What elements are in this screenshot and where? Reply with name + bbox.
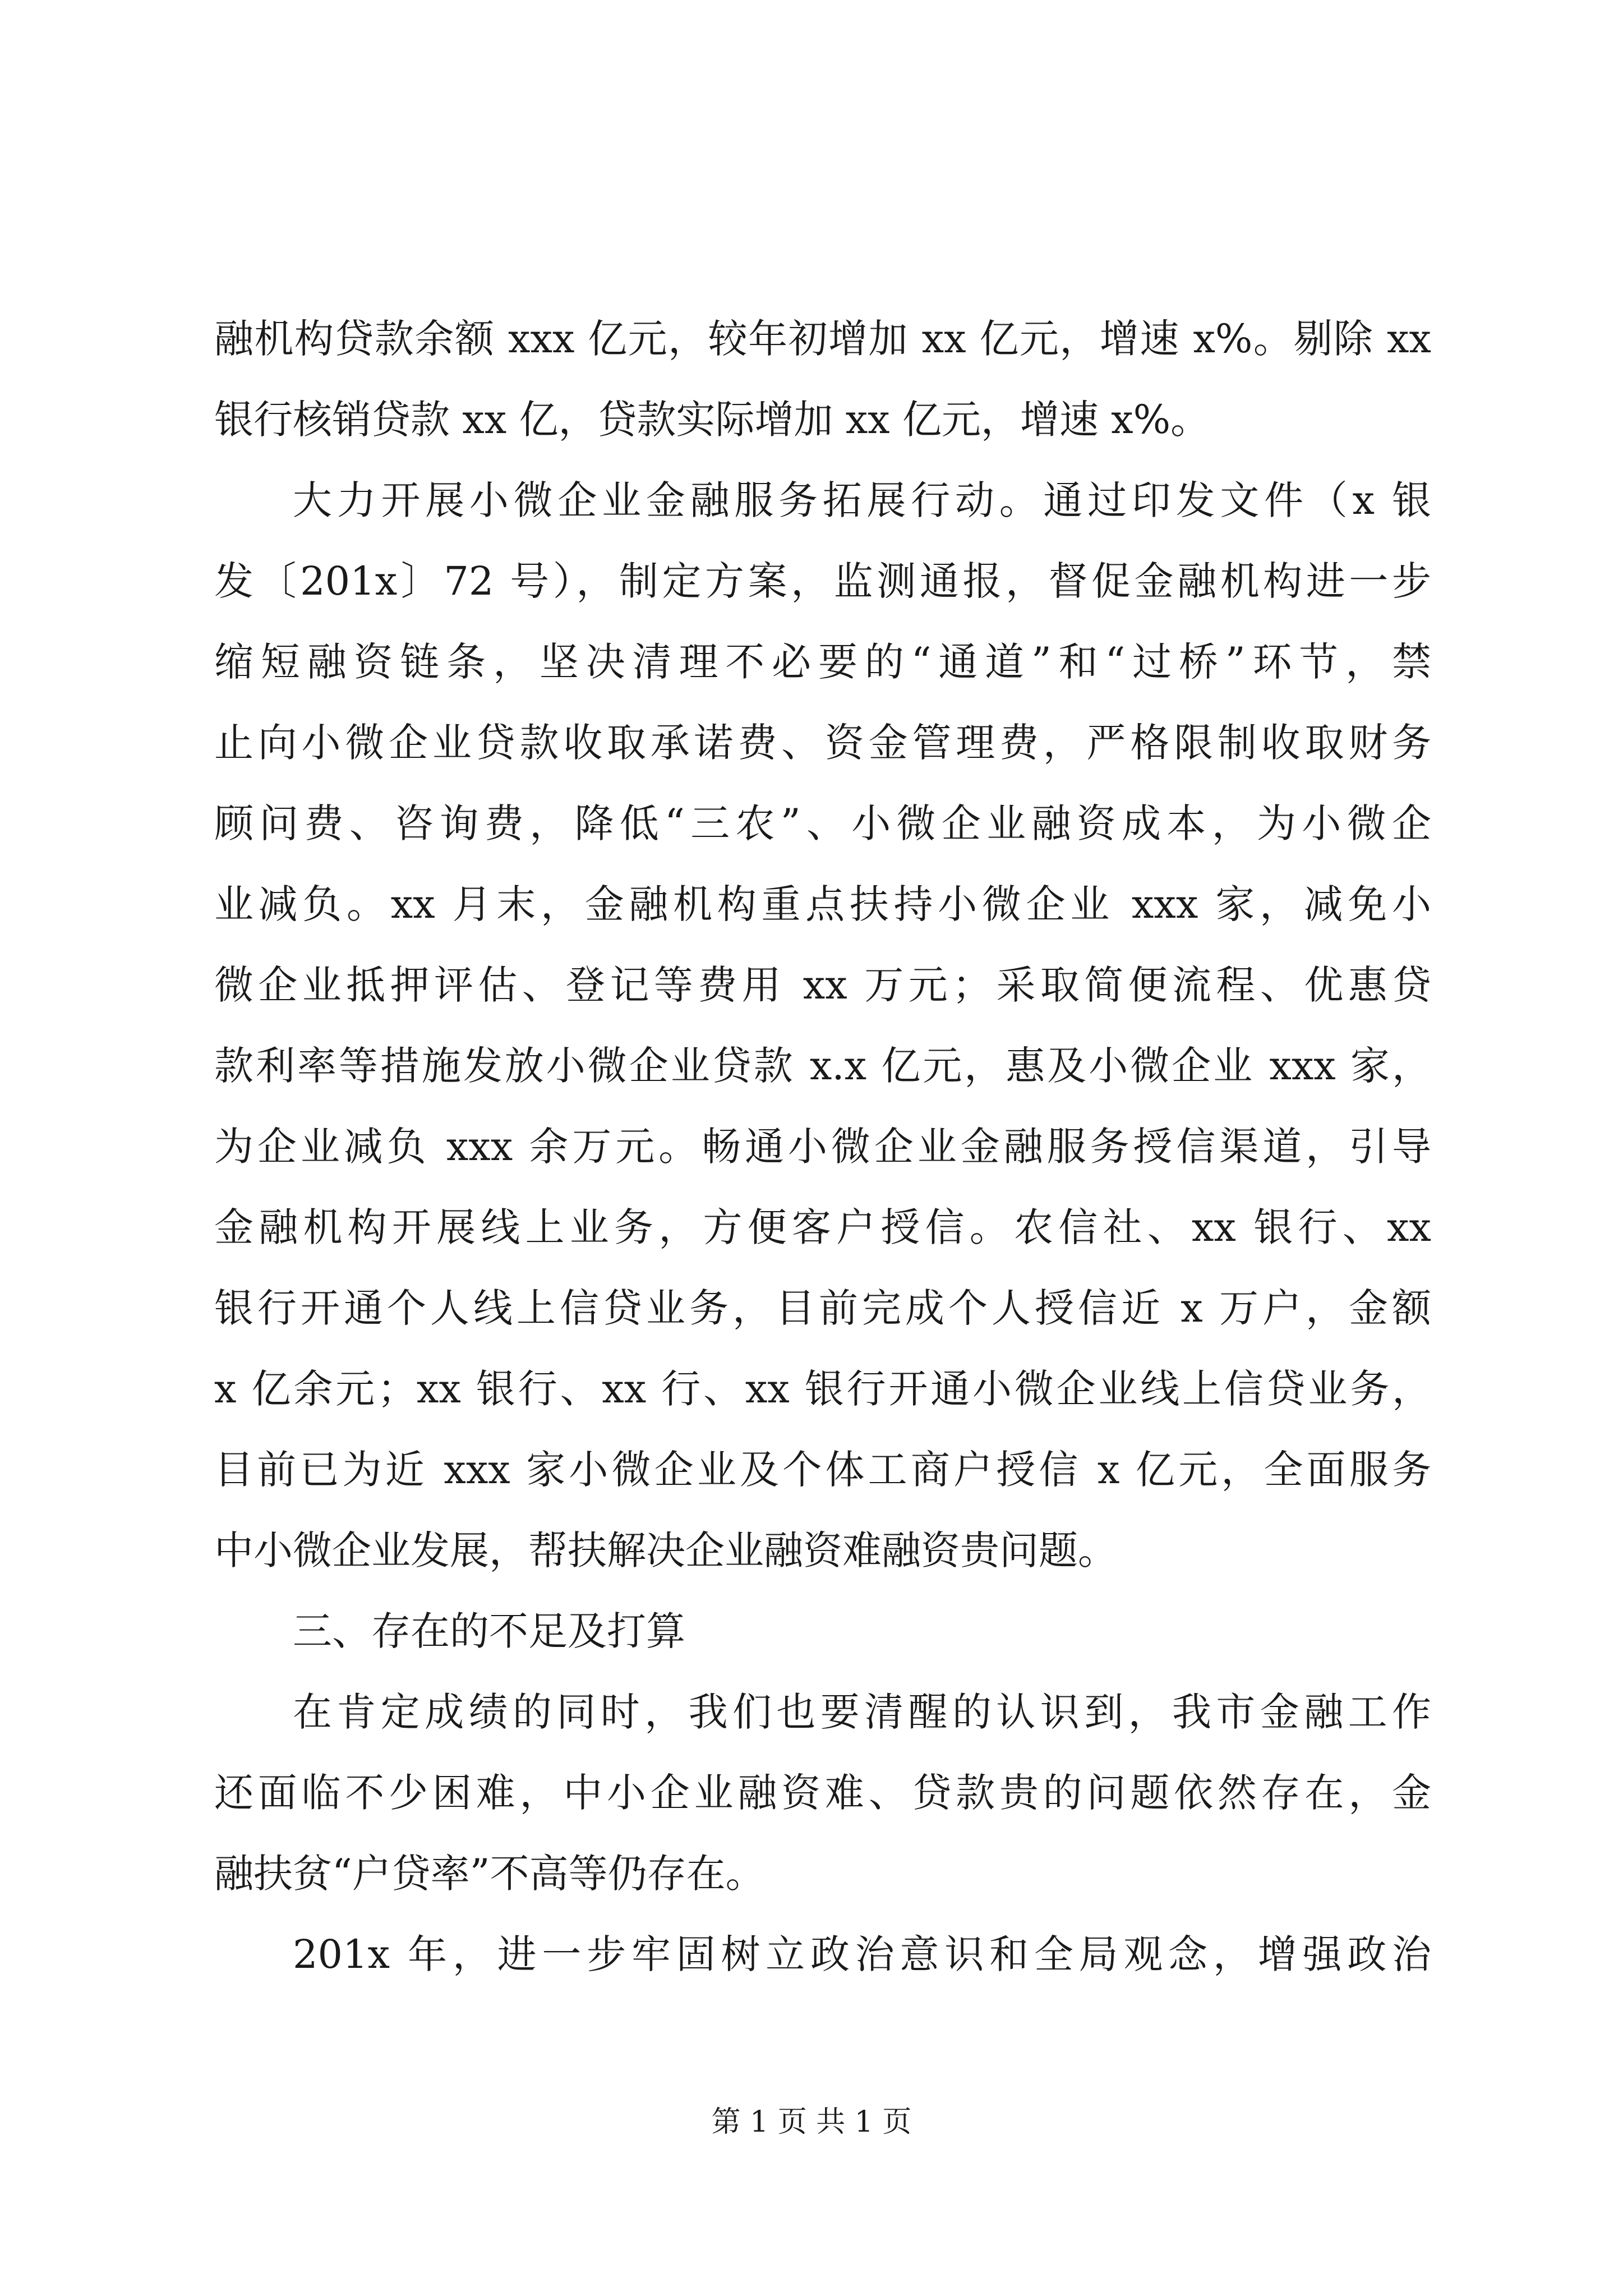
text-line: 银行开通个人线上信贷业务，目前完成个人授信近 x 万户，金额 <box>214 1285 1431 1331</box>
paragraph-loan-balance <box>214 298 1431 460</box>
paragraph-plan <box>214 1914 1431 1995</box>
text-line: 在肯定成绩的同时，我们也要清醒的认识到，我市金融工作 <box>293 1689 1431 1735</box>
text-line: 大力开展小微企业金融服务拓展行动。通过印发文件（x 银 <box>293 477 1431 523</box>
page-number: 第 1 页 共 1 页 <box>711 2105 912 2139</box>
text-line: 止向小微企业贷款收取承诺费、资金管理费，严格限制收取财务 <box>214 720 1431 766</box>
text-line: 业减负。xx 月末，金融机构重点扶持小微企业 xxx 家，减免小 <box>214 881 1431 927</box>
text-line: 融扶贫“户贷率”不高等仍存在。 <box>214 1851 765 1897</box>
text-line: 顾问费、咨询费，降低“三农”、小微企业融资成本，为小微企 <box>214 800 1431 846</box>
text-line: 缩短融资链条，坚决清理不必要的“通道”和“过桥”环节，禁 <box>214 639 1431 685</box>
section-heading <box>214 1591 1431 1672</box>
text-line: 201x 年，进一步牢固树立政治意识和全局观念，增强政治 <box>293 1931 1431 1977</box>
text-line: x 亿余元；xx 银行、xx 行、xx 银行开通小微企业线上信贷业务， <box>214 1366 1431 1412</box>
text-line: 款利率等措施发放小微企业贷款 x.x 亿元，惠及小微企业 xxx 家， <box>214 1043 1431 1089</box>
text-line: 目前已为近 xxx 家小微企业及个体工商户授信 x 亿元，全面服务 <box>214 1447 1431 1493</box>
text-line: 银行核销贷款 xx 亿，贷款实际增加 xx 亿元，增速 x%。 <box>214 397 1210 443</box>
paragraph-small-micro-action <box>214 460 1431 1591</box>
text-line: 微企业抵押评估、登记等费用 xx 万元；采取简便流程、优惠贷 <box>214 962 1431 1008</box>
text-line: 为企业减负 xxx 余万元。畅通小微企业金融服务授信渠道，引导 <box>214 1124 1431 1170</box>
text-line: 金融机构开展线上业务，方便客户授信。农信社、xx 银行、xx <box>214 1204 1431 1250</box>
text-line: 中小微企业发展，帮扶解决企业融资难融资贵问题。 <box>214 1527 1117 1573</box>
section-heading-text: 三、存在的不足及打算 <box>293 1608 685 1654</box>
document-body <box>214 298 1431 1995</box>
text-line: 融机构贷款余额 xxx 亿元，较年初增加 xx 亿元，增速 x%。剔除 xx <box>214 316 1431 362</box>
text-line: 发〔201x〕72 号），制定方案，监测通报，督促金融机构进一步 <box>214 558 1431 604</box>
text-line: 还面临不少困难，中小企业融资难、贷款贵的问题依然存在，金 <box>214 1770 1431 1816</box>
paragraph-shortcomings <box>214 1672 1431 1914</box>
